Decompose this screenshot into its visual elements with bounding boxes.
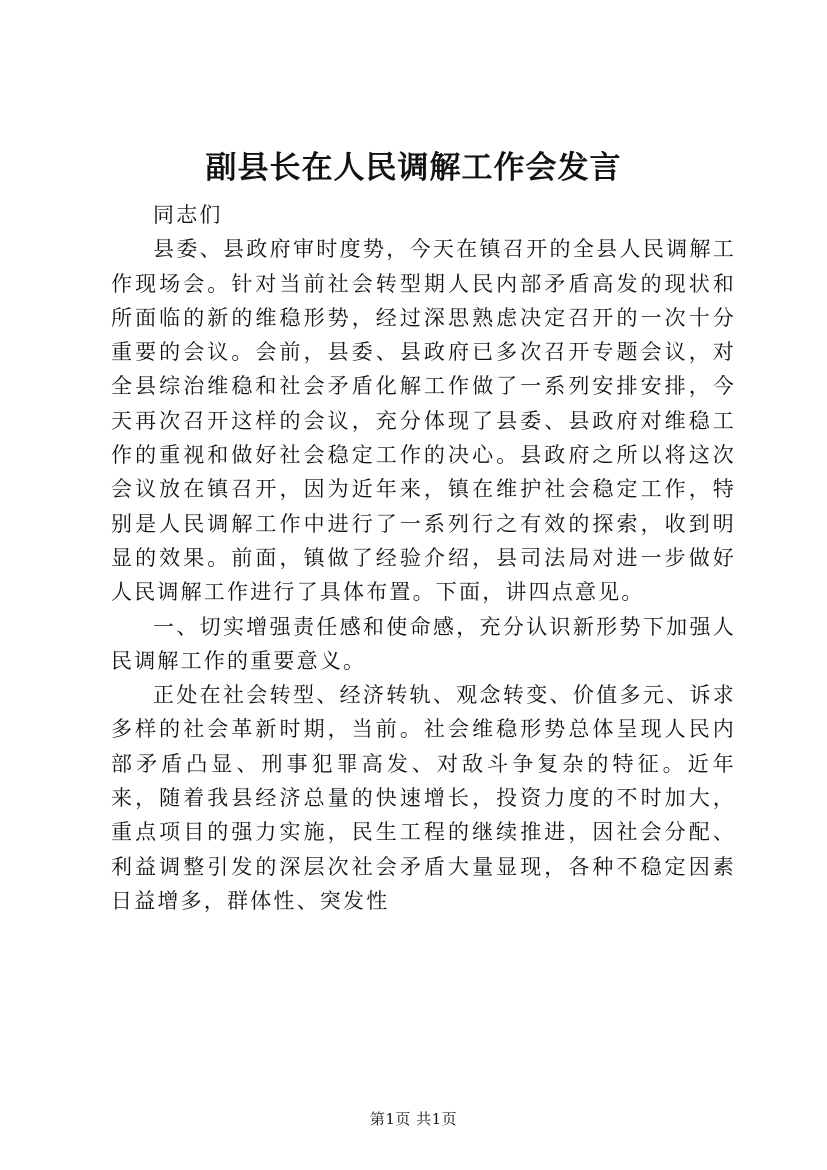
section-heading-paragraph: 一、切实增强责任感和使命感，充分认识新形势下加强人民调解工作的重要意义。 xyxy=(111,614,736,673)
document-title: 副县长在人民调解工作会发言 xyxy=(205,150,622,186)
document-body xyxy=(111,198,736,918)
page-number-label: 第1页 共1页 xyxy=(369,1110,458,1128)
body-paragraph: 县委、县政府审时度势，今天在镇召开的全县人民调解工作现场会。针对当前社会转型期人民内部矛盾高发的现状和所面临的新的维稳形势，经过深思熟虑决定召开的一次十分重要的会议。会前，县委、县政府已多次召开专题会议，对全县综治维稳和社会矛盾化解工作做了一系列安排安排，今天再次召开这样的会议，充分体现了县委、县政府对维稳工作的重视和做好社会稳定工作的决心。县政府之所以将这次会议放在镇召开，因为近年来，镇在维护社会稳定工作，特别是人民调解工作中进行了一系列行之有效的探索，收到明显的效果。前面，镇做了经验介绍，县司法局对进一步做好人民调解工作进行了具体布置。下面，讲四点意见。 xyxy=(111,237,736,605)
page-footer xyxy=(0,1109,827,1129)
salutation-paragraph: 同志们 xyxy=(153,203,223,227)
body-paragraph: 正处在社会转型、经济转轨、观念转变、价值多元、诉求多样的社会革新时期，当前。社会维稳形势总体呈现人民内部矛盾凸显、刑事犯罪高发、对敌斗争复杂的特征。近年来，随着我县经济总量的快速增长，投资力度的不时加大，重点项目的强力实施，民生工程的继续推进，因社会分配、利益调整引发的深层次社会矛盾大量显现，各种不稳定因素日益增多，群体性、突发性 xyxy=(111,683,736,913)
